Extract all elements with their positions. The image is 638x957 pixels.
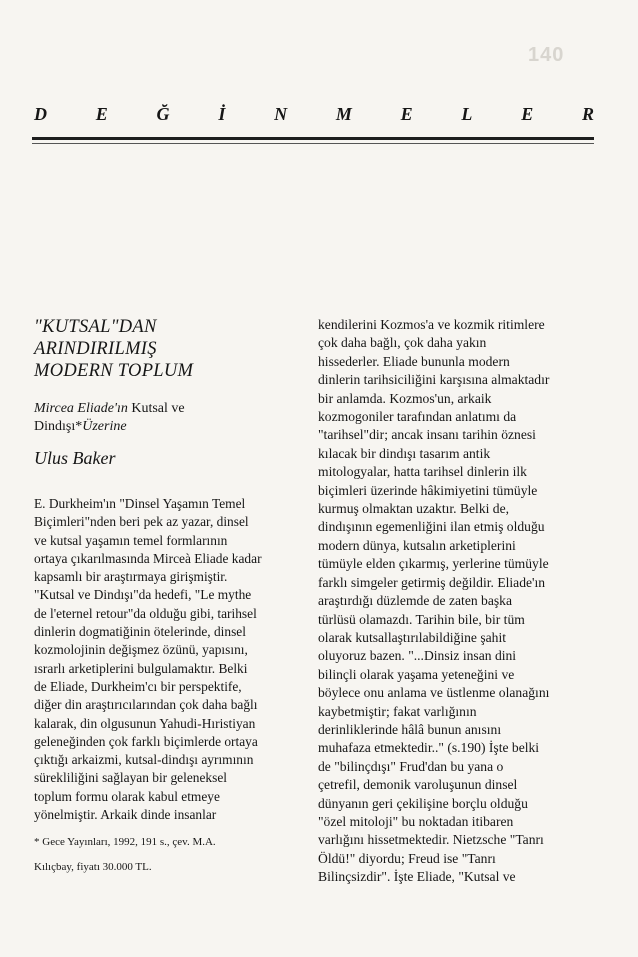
- text-line: oluyoruz bazen. "...Dinsiz insan dini: [318, 648, 517, 664]
- text-line: Bilinçsizdir". İşte Eliade, "Kutsal ve: [318, 869, 516, 885]
- header-letter: E: [521, 104, 534, 124]
- text-line: yönelmiştir. Arkaik dinde insanlar: [34, 807, 217, 823]
- text-line: araştırdığı düzlemde de zaten başka: [318, 593, 513, 609]
- text-line: * Gece Yayınları, 1992, 191 s., çev. M.A.: [34, 836, 216, 849]
- subtitle-text: Kutsal ve: [127, 401, 185, 416]
- text-line: Öldü!" diyordu; Freud ise "Tanrı: [318, 850, 496, 866]
- article-subtitle: [34, 400, 300, 436]
- text-line: sürekliliğini sağlayan bir geleneksel: [34, 770, 227, 786]
- text-line: kaybetmiştir; fakat varlığının: [318, 703, 477, 719]
- text-line: de l'eternel retour"da olduğu gibi, tarihsel: [34, 605, 257, 621]
- text-line: mitologyalar, hatta tarihsel dinlerin ilk: [318, 464, 527, 480]
- header-letter: M: [335, 104, 352, 124]
- text-line: bir anlamda. Kozmos'un, arkaik: [318, 390, 492, 406]
- text-line: geleneğinden çok farklı biçimlerde ortaya: [34, 733, 258, 749]
- text-line: derinliklerinde hâlâ bunun anısını: [318, 721, 502, 737]
- text-line: çıktığı arkaizmi, kutsal-dindışı ayrımının: [34, 752, 254, 768]
- text-line: toplum formu olarak kabul etmeye: [34, 788, 220, 804]
- footnote-marker: *: [75, 419, 83, 434]
- text-line: diğer din araştırıcılarından çok daha bağlı: [34, 697, 258, 713]
- text-line: modern dünya, kutsalın arketiplerini: [318, 537, 516, 553]
- subtitle-text: Dindışı: [34, 419, 76, 434]
- text-line: ortaya çıkarılmasında Mirceà Eliade kadar: [34, 550, 262, 566]
- text-line: böylece onu anlama ve üstlenme olanağını: [318, 685, 550, 701]
- header-rule: [32, 137, 594, 140]
- footnote: [34, 835, 300, 874]
- text-line: "tarihsel"dir; ancak insanı tarihin öznesi: [318, 427, 536, 443]
- text-line: E. Durkheim'ın "Dinsel Yaşamın Temel: [34, 496, 246, 511]
- text-line: "özel mitoloji" bu noktadan itibaren: [318, 813, 514, 829]
- header-letter: İ: [218, 104, 226, 124]
- text-line: kapsamlı bir araştırmaya girişmiştir.: [34, 569, 228, 585]
- text-line: muhafaza etmektedir.." (s.190) İşte belki: [318, 740, 540, 756]
- left-column: [34, 316, 300, 885]
- page-number: 140: [528, 44, 565, 66]
- text-line: kalarak, din olgusunun Yahudi-Hıristiyan: [34, 715, 256, 731]
- text-line: Kılıçbay, fiyatı 30.000 TL.: [34, 861, 152, 874]
- text-line: ısrarlı arketiplerini bulgulamaktır. Belki: [34, 660, 248, 676]
- header-letter: E: [400, 104, 413, 124]
- header-letter: N: [274, 104, 288, 124]
- text-line: kurmuş olmaktan uzaktır. Belki de,: [318, 501, 510, 517]
- text-line: de "bilinçdışı" Frud'dan bu yana o: [318, 758, 504, 774]
- text-line: bilinçli olarak yaşama yeteneğini ve: [318, 666, 515, 682]
- section-header: [34, 104, 594, 125]
- title-line: MODERN TOPLUM: [34, 361, 194, 381]
- text-line: "Kutsal ve Dindışı"da hedefi, "Le mythe: [34, 587, 252, 603]
- text-line: biçimleri üzerinde hâkimiyetini tümüyle: [318, 482, 538, 498]
- header-letter: R: [581, 104, 594, 124]
- text-line: dindışının egemenliğini ilan etmiş olduğu: [318, 519, 545, 535]
- text-line: çetrefil, demonik varoluşunun dinsel: [318, 777, 518, 793]
- left-body-text: [34, 495, 300, 824]
- text-line: kendilerini Kozmos'a ve kozmik ritimlere: [318, 317, 545, 332]
- header-letter: L: [461, 104, 473, 124]
- text-line: dinlerin tarihsiciliğini karşısına almaktadır: [318, 372, 550, 388]
- text-line: olarak kutsallaştırılabildiğine şahit: [318, 629, 507, 645]
- text-line: varlığını hissetmektedir. Nietzsche "Tanrı: [318, 832, 544, 848]
- text-line: kılacak bir dindışı tasarım antik: [318, 445, 491, 461]
- article-title: [34, 316, 300, 382]
- header-letter: D: [34, 104, 47, 124]
- header-letter: Ğ: [156, 104, 170, 124]
- header-letter: E: [95, 104, 108, 124]
- title-line: "KUTSAL"DAN: [34, 317, 157, 337]
- text-line: çok daha bağlı, çok daha yakın: [318, 335, 487, 351]
- text-line: farklı simgeler getirmiş değildir. Eliade'ın: [318, 574, 546, 590]
- text-line: hissederler. Eliade bununla modern: [318, 353, 510, 369]
- subtitle-author-name: Mircea Eliade'ın: [34, 401, 128, 416]
- title-line: ARINDIRILMIŞ: [34, 339, 157, 359]
- author-name: Ulus Baker: [34, 448, 116, 468]
- text-line: tümüyle elden çıkarmış, yerlerine tümüyle: [318, 556, 549, 572]
- text-line: de Eliade, Durkheim'cı bir perspektife,: [34, 678, 242, 694]
- text-line: türlüsü olamazdı. Tarihin bile, bir tüm: [318, 611, 525, 627]
- text-line: kozmolojinin değişmez özünü, yapısını,: [34, 642, 248, 658]
- text-line: ve kutsal yaşamın temel formlarının: [34, 532, 228, 548]
- text-line: kozmogoniler tarafından anlatımı da: [318, 409, 517, 425]
- text-line: dünyanın geri çekilişine borçlu olduğu: [318, 795, 528, 811]
- text-line: Biçimleri"nden beri pek az yazar, dinsel: [34, 514, 249, 530]
- right-body-text: [318, 316, 598, 887]
- text-line: dinlerin dogmatiğinin ötelerinde, dinsel: [34, 624, 246, 640]
- subtitle-text: Üzerine: [82, 419, 127, 434]
- right-column: [318, 316, 598, 887]
